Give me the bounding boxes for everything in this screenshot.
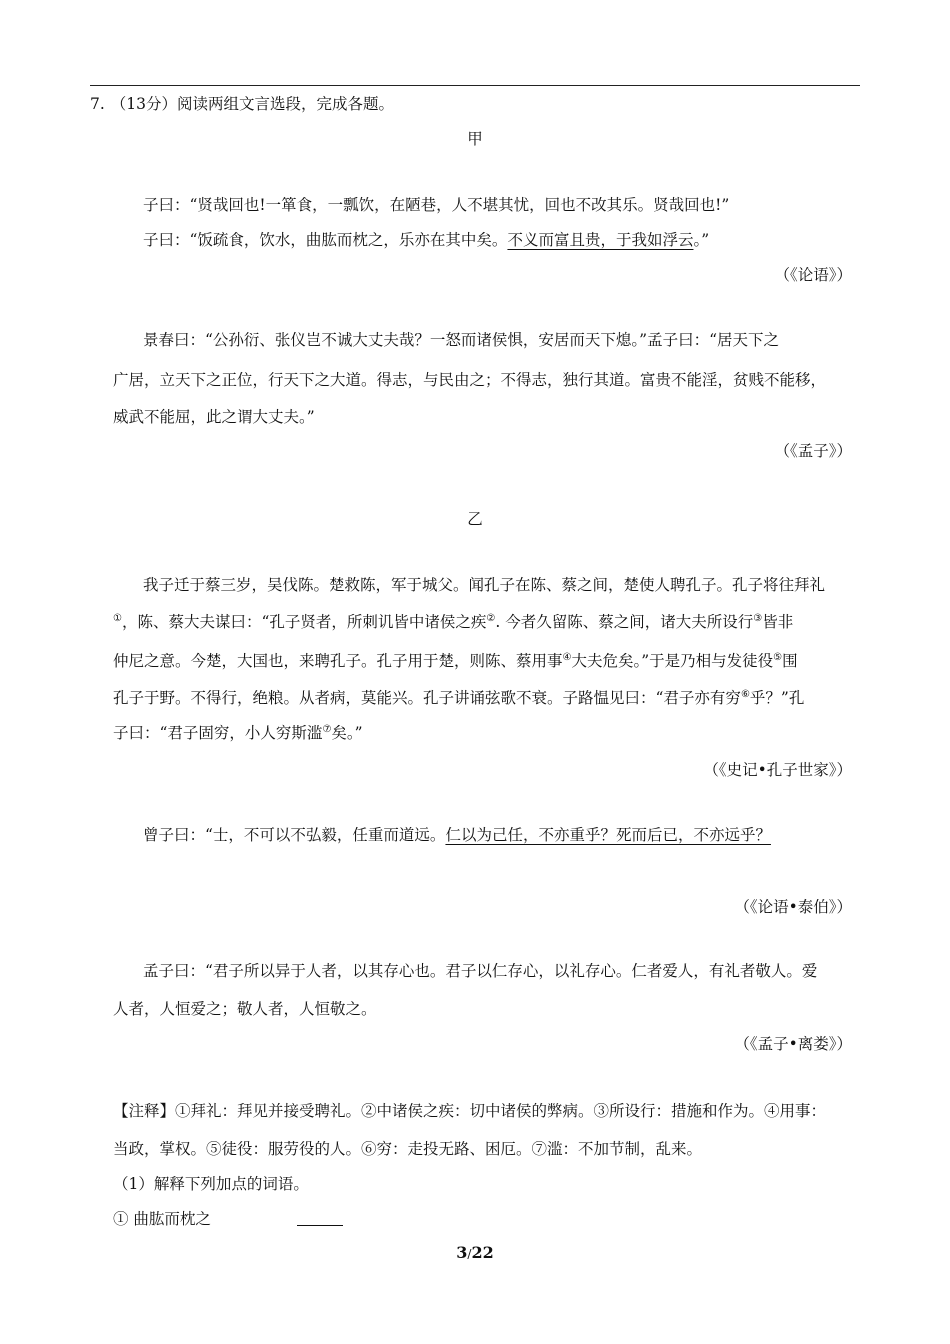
source-lilou: （《孟子•离娄》） — [734, 1035, 852, 1053]
underlined-sentence-1: 不义而富且贵，于我如浮云 — [507, 231, 694, 249]
shiji-line-5 — [113, 722, 363, 744]
shiji-line-3 — [113, 650, 798, 672]
shiji-line-2c: 皆非 — [762, 613, 794, 631]
heading-jia: 甲 — [467, 130, 483, 148]
shiji-line-2 — [113, 611, 793, 633]
shiji-line-2b: . 今者久留陈、蔡之间，诸大夫所设行 — [495, 613, 754, 631]
shiji-line-5b: 矣。” — [331, 724, 363, 742]
taibo-passage — [143, 824, 771, 846]
question-number: 7. — [90, 95, 105, 113]
page-number — [0, 1243, 950, 1262]
note-marker-3: ③ — [753, 613, 763, 624]
taibo-prefix: 曾子曰：“士，不可以不弘毅，任重而道远。 — [143, 826, 446, 844]
lunyu-2-prefix: 子曰：“饭疏食，饮水，曲肱而枕之，乐亦在其中矣。 — [143, 231, 508, 249]
source-shiji: （《史记•孔子世家》） — [703, 761, 852, 779]
shiji-line-1: 我子迁于蔡三岁，吴伐陈。楚救陈，军于城父。闻孔子在陈、蔡之间，楚使人聘孔子。孔子将往拜礼 — [143, 576, 826, 594]
item-1-text: ① 曲肱而枕之 — [113, 1210, 211, 1228]
subquestion-title: （1）解释下列加点的词语。 — [113, 1175, 309, 1193]
shiji-line-3c: 围 — [782, 652, 798, 670]
lunyu-passage-2 — [143, 229, 709, 251]
lilou-line-1: 孟子曰：“君子所以异于人者，以其存心也。君子以仁存心，以礼存心。仁者爱人，有礼者敬人。爱 — [143, 962, 818, 980]
question-stem — [90, 93, 394, 115]
shiji-line-4 — [113, 687, 804, 709]
note-marker-2: ② — [486, 613, 496, 624]
notes-line-1: 【注释】①拜礼：拜见并接受聘礼。②中诸侯之疾：切中诸侯的弊病。③所设行：措施和作为。④用事： — [113, 1102, 827, 1120]
note-marker-6: ⑥ — [740, 689, 750, 700]
lunyu-passage-1: 子曰：“贤哉回也!一箪食，一瓢饮，在陋巷，人不堪其忧，回也不改其乐。贤哉回也!” — [143, 196, 730, 214]
shiji-line-3a: 仲尼之意。今楚，大国也，来聘孔子。孔子用于楚，则陈、蔡用事 — [113, 652, 563, 670]
header-rule — [90, 85, 860, 86]
source-mengzi: （《孟子》） — [774, 442, 852, 460]
mengzi-line-3: 威武不能屈，此之谓大丈夫。” — [113, 408, 315, 426]
shiji-line-4a: 孔子于野。不得行，绝粮。从者病，莫能兴。孔子讲诵弦歌不衰。子路愠见曰：“君子亦有穷 — [113, 689, 741, 707]
source-lunyu: （《论语》） — [774, 266, 852, 284]
lunyu-2-suffix: 。” — [693, 231, 710, 249]
page-total: 22 — [471, 1243, 494, 1262]
mengzi-line-1: 景春曰：“公孙衍、张仪岂不诚大丈夫哉？一怒而诸侯惧，安居而天下熄。”孟子曰：“居天下之 — [143, 331, 780, 349]
page-current: 3 — [456, 1243, 468, 1262]
lilou-line-2: 人者，人恒爱之；敬人者，人恒敬之。 — [113, 1000, 377, 1018]
notes-line-2: 当政，掌权。⑤徒役：服劳役的人。⑥穷：走投无路、困厄。⑦滥：不加节制，乱来。 — [113, 1140, 703, 1158]
subquestion-item-1 — [113, 1208, 343, 1230]
heading-yi: 乙 — [467, 510, 483, 528]
shiji-line-2a: ，陈、蔡大夫谋曰：“孔子贤者，所刺讥皆中诸侯之疾 — [121, 613, 487, 631]
mengzi-line-2: 广居，立天下之正位，行天下之大道。得志，与民由之；不得志，独行其道。富贵不能淫，贫贱不能移， — [113, 371, 827, 389]
shiji-line-4b: 乎？”孔 — [749, 689, 805, 707]
source-taibo: （《论语•泰伯》） — [734, 898, 852, 916]
answer-blank-1[interactable] — [297, 1211, 343, 1226]
question-text: （13分）阅读两组文言选段，完成各题。 — [110, 95, 395, 113]
note-marker-5: ⑤ — [773, 652, 783, 663]
note-marker-7: ⑦ — [322, 724, 332, 735]
page-separator: / — [467, 1247, 472, 1261]
shiji-line-5a: 子曰：“君子固穷，小人穷斯滥 — [113, 724, 323, 742]
note-marker-4: ④ — [562, 652, 572, 663]
underlined-sentence-2: 仁以为己任，不亦重乎？死而后已，不亦远乎？ — [445, 826, 771, 844]
note-marker-1: ① — [113, 613, 122, 624]
shiji-line-3b: 大夫危矣。”于是乃相与发徒役 — [571, 652, 774, 670]
